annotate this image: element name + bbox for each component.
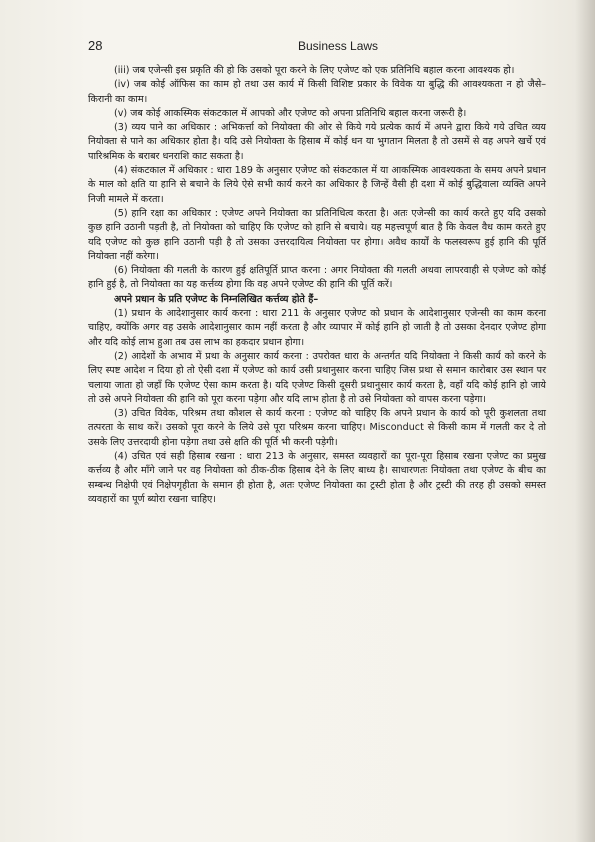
paragraph-right-5: (5) हानि रक्षा का अधिकार : एजेण्ट अपने नियोक्ता का प्रतिनिधित्व करता है। अतः एजेन्सी का कार्य करते हुए यदि उसको कुछ हानि उठानी पड़ती है, तो नियोक्ता को चाहिए कि एजेण्ट को हानि से बचाये। यह महत्त्वपूर्ण बात है कि केवल वैध काम करते हुए यदि एजेण्ट को कुछ हानि उठानी पड़ी है तो उसका उत्तरदायित्व नियोक्ता पर होगा। अवैध कार्यों के फलस्वरूप हुई हानि की पूर्ति नियोक्ता नहीं करेगा। [88,207,546,262]
paragraph-clause-iv: (iv) जब कोई ऑफिस का काम हो तथा उस कार्य में किसी विशिष्ट प्रकार के विवेक या बुद्धि की आवश्यकता न हो जैसे–किरानी का काम। [88,79,546,105]
paragraph-clause-v: (v) जब कोई आकस्मिक संकटकाल में आपको और एजेण्ट को अपना प्रतिनिधि बहाल करना जरूरी है। [114,107,467,119]
paragraph-right-4: (4) संकटकाल में अधिकार : धारा 189 के अनुसार एजेण्ट को संकटकाल में या आकस्मिक आवश्यकता के समय अपने प्रधान के माल को क्षति या हानि से बचाने के लिये ऐसे सभी कार्य करने का अधिकार है जिन्हें वैसी ही दशा में कोई बुद्धिवाला व्यक्ति अपने निजी मामले में करता। [88,165,546,205]
paragraph-right-3: (3) व्यय पाने का अधिकार : अभिकर्त्ता को नियोक्ता की ओर से किये गये प्रत्येक कार्य में अपने द्वारा किये गये उचित व्यय नियोक्ता से पाने का अधिकार होता है। यदि उसे नियोक्ता के हिसाब में कोई धन या भुगतान मिलता है तो उसमें से वह अपने खर्चे एवं पारिश्रमिक के बराबर धनराशि काट सकता है। [88,122,546,162]
paragraph-clause-iii: (iii) जब एजेन्सी इस प्रकृति की हो कि उसको पूरा करने के लिए एजेण्ट को एक प्रतिनिधि बहाल करना आवश्यक हो। [114,65,515,76]
page-body [88,64,546,507]
page-header [88,38,546,58]
running-head: Business Laws [298,39,379,53]
paragraph-duty-2: (2) आदेशों के अभाव में प्रथा के अनुसार कार्य करना : उपरोक्त धारा के अन्तर्गत यदि नियोक्ता ने किसी कार्य को करने के लिए स्पष्ट आदेश न दिया हो तो ऐसी दशा में एजेण्ट को कार्य उसी प्रथानुसार करना चाहिए जिस प्रथा से समान कारोबार उस स्थान पर चलाया जाता हो जहाँ कि एजेण्ट ऐसा काम करता है। यदि एजेण्ट किसी दूसरी प्रथानुसार कार्य करता है, वहाँ यदि कोई हानि हो जाये तो उसे अपने नियोक्ता की हानि को पूरा करना पड़ेगा और यदि लाभ होता है तो उसे नियोक्ता को वापस करना पड़ेगा। [88,350,546,405]
paragraph-duty-1: (1) प्रधान के आदेशानुसार कार्य करना : धारा 211 के अनुसार एजेण्ट को प्रधान के आदेशानुसार एजेन्सी का काम करना चाहिए, क्योंकि अगर वह उसके आदेशानुसार काम नहीं करता है और व्यापार में कोई हानि हो जाती है तो उसका देनदार एजेण्ट होगा और यदि कोई लाभ हुआ तब उस लाभ का हकदार प्रधान होगा। [88,308,546,348]
page-number: 28 [88,38,103,53]
section-heading-duties: अपने प्रधान के प्रति एजेण्ट के निम्नलिखित कर्त्तव्य होते हैं– [114,293,319,305]
paragraph-right-6: (6) नियोक्ता की गलती के कारण हुई क्षतिपूर्ति प्राप्त करना : अगर नियोक्ता की गलती अथवा लापरवाही से एजेण्ट को कोई हानि हुई है, तो नियोक्ता का यह कर्त्तव्य होगा कि वह अपने एजेण्ट की हानि की पूर्ति करें। [88,265,546,291]
paragraph-duty-4: (4) उचित एवं सही हिसाब रखना : धारा 213 के अनुसार, समस्त व्यवहारों का पूरा-पूरा हिसाब रखना एजेण्ट का प्रमुख कर्त्तव्य है और माँगे जाने पर वह नियोक्ता को ठीक-ठीक हिसाब देने के लिए बाध्य है। साधारणतः नियोक्ता तथा एजेण्ट के बीच का सम्बन्ध निक्षेपी एवं निक्षेपगृहीता के समान ही होता है, अतः एजेण्ट नियोक्ता का ट्रस्टी होता है और ट्रस्टी की तरह ही उसको समस्त व्यवहारों का पूर्ण ब्योरा रखना चाहिए। [88,451,546,505]
page-edge-shadow [575,0,595,842]
paragraph-duty-3: (3) उचित विवेक, परिश्रम तथा कौशल से कार्य करना : एजेण्ट को चाहिए कि अपने प्रधान के कार्य को पूरी कुशलता तथा तत्परता के साथ करें। उसको पूरा करने के लिये उसे पूरा परिश्रम करना चाहिए। Misconduct से किसी काम में गलती कर दे तो उसके लिए उत्तरदायी होना पड़ेगा तथा उसे क्षति की पूर्ति भी करनी पड़ेगी। [88,408,546,448]
